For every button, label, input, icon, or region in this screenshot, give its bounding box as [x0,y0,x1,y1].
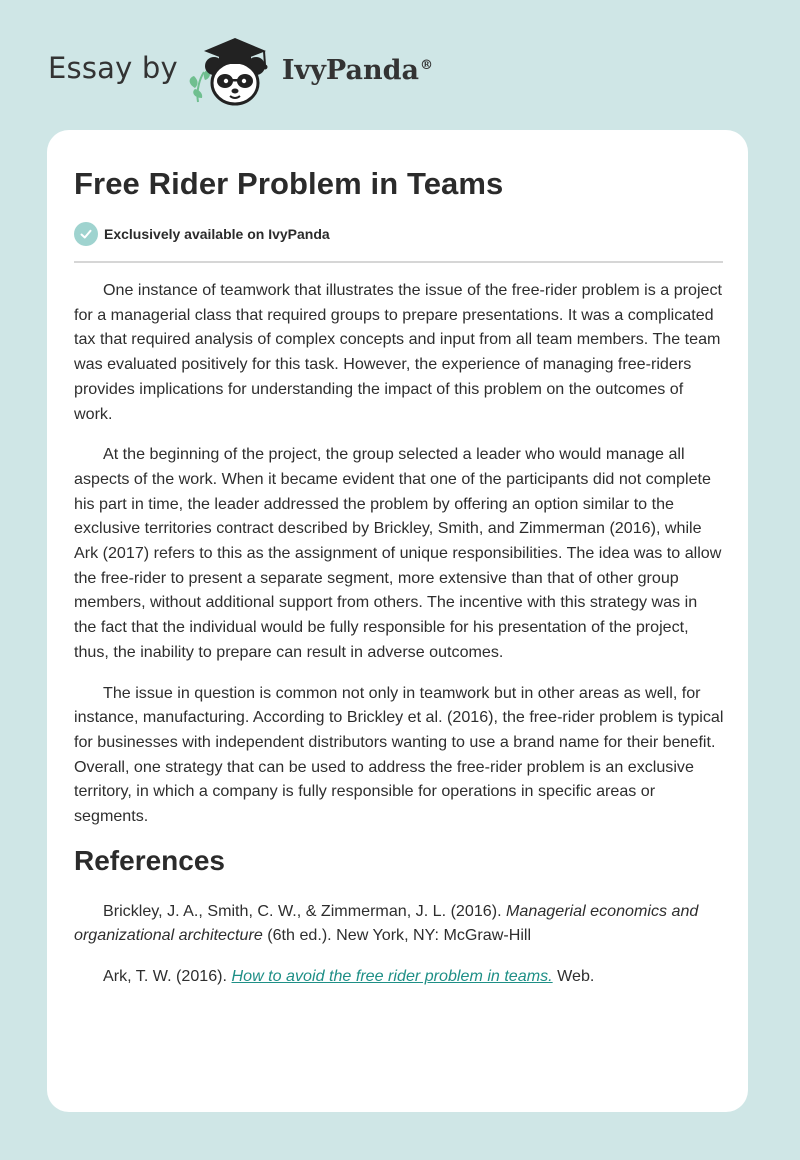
reference-link[interactable]: How to avoid the free rider problem in teams. [231,967,553,986]
reference-item: Ark, T. W. (2016). How to avoid the free rider problem in teams. Web. [103,967,595,986]
exclusive-badge [74,222,330,246]
title-divider [74,261,723,263]
reference-item: Brickley, J. A., Smith, C. W., & Zimmerman, J. L. (2016). Managerial economics and organizational architecture (6th ed.). New York, NY: McGraw-Hill [74,901,699,945]
brand-name: IvyPanda® [281,54,433,86]
essay-body [74,278,724,1005]
brand-prefix: Essay by [48,51,178,85]
essay-card [47,130,748,1112]
essay-title: Free Rider Problem in Teams [74,166,504,201]
paragraph-2: At the beginning of the project, the group selected a leader who would manage all aspects of the work. When it became evident that one of the participants did not complete his part in time, the leader addressed the problem by offering an option similar to the exclusive territories contract described by Brickley, Smith, and Zimmerman (2016), while Ark (2017) refers to this as the assignment of unique responsibilities. The idea was to allow the free-rider to present a separate segment, more extensive than that of other group members, without additional support from others. The incentive with this strategy was in the fact that the individual would be fully responsible for his presentation of the project, thus, the inability to prepare can result in adverse outcomes. [74,445,722,661]
paragraph-3: The issue in question is common not only in teamwork but in other areas as well, for instance, manufacturing. According to Brickley et al. (2016), the free-rider problem is typical for businesses with independent distributors wanting to use a brand name for their benefit. Overall, one strategy that can be used to address the free-rider problem is an exclusive territory, in which a company is fully responsible for operations in specific areas or segments. [74,683,724,826]
reference-title: Managerial economics and organizational architecture [74,901,699,945]
checkmark-icon [74,222,98,246]
exclusive-badge-text: Exclusively available on IvyPanda [104,226,330,242]
references-heading: References [74,844,225,876]
paragraph-1: One instance of teamwork that illustrates the issue of the free-rider problem is a project for a managerial class that required groups to prepare presentations. It was a complicated tax that required analysis of complex concepts and input from all team members. The team was evaluated positively for this task. However, the experience of managing free-riders provides implications for understanding the impact of this problem on the outcomes of work. [74,281,723,423]
site-header-brand[interactable] [48,32,433,110]
panda-logo-icon [184,32,280,110]
